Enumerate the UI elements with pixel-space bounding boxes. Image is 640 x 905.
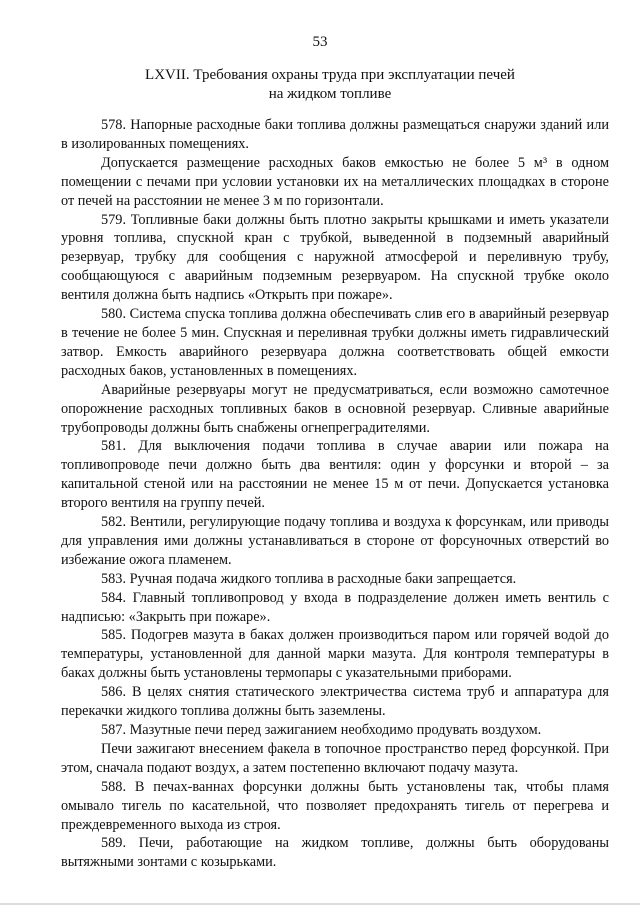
paragraph-579: 579. Топливные баки должны быть плотно закрыты крышками и иметь указатели уровня топлива, спускной кран с трубкой, выведенной в подземный аварийный резервуар, трубку для сообщения с наружной атмосферой и переливную трубу, сообщающуюся с аварийным подземным резервуаром. На спускной трубке около вентиля должна быть надпись «Открыть при пожаре».: [61, 211, 609, 304]
paragraph-580-continued: Аварийные резервуары могут не предусматриваться, если возможно самотечное опорожнение расходных топливных баков в основной резервуар. Сливные аварийные трубопроводы должны быть снабжены огнепреградителями.: [61, 381, 609, 436]
paragraph-582: 582. Вентили, регулирующие подачу топлива и воздуха к форсункам, или приводы для управления ими должны устанавливаться в стороне от форсуночных отверстий во избежание ожога пламенем.: [61, 514, 609, 568]
section-heading: [60, 66, 600, 104]
paragraph-584: 584. Главный топливопровод у входа в подразделение должен иметь вентиль с надписью: «Закрыть при пожаре».: [61, 589, 609, 625]
paragraph-578-continued: Допускается размещение расходных баков емкостью не более 5 м³ в одном помещении с печами при условии установки их на металлических площадках в стороне от печей на расстоянии не менее 3 м по горизонтали.: [61, 154, 609, 209]
paragraph-580: 580. Система спуска топлива должна обеспечивать слив его в аварийный резервуар в течение не более 5 мин. Спускная и переливная трубки должны иметь гидравлический затвор. Емкость аварийного резервуара должна соответствовать общей емкости расходных баков, установленных в помещениях.: [61, 306, 609, 379]
paragraph-583: 583. Ручная подача жидкого топлива в расходные баки запрещается.: [101, 570, 517, 587]
paragraph-587-continued: Печи зажигают внесением факела в топочное пространство перед форсункой. При этом, сначала подают воздух, а затем постепенно включают подачу мазута.: [61, 740, 609, 776]
paragraph-586: 586. В целях снятия статического электричества система труб и аппаратура для перекачки жидкого топлива должны быть заземлены.: [61, 684, 609, 720]
paragraph-578: 578. Напорные расходные баки топлива должны размещаться снаружи зданий или в изолированных помещениях.: [61, 117, 609, 152]
paragraph-587: 587. Мазутные печи перед зажиганием необходимо продувать воздухом.: [101, 722, 542, 738]
document-body: [61, 116, 609, 872]
paragraph-588: 588. В печах-ваннах форсунки должны быть установлены так, чтобы пламя омывало тигель по касательной, что позволяет предохранять тигель от перегрева и преждевременного выхода из строя.: [61, 778, 609, 833]
paragraph-581: 581. Для выключения подачи топлива в случае аварии или пожара на топливопроводе печи должно быть два вентиля: один у форсунки и второй – за капитальной стеной или на расстоянии не менее 15 м от печи. Допускается установка второго вентиля на группу печей.: [61, 438, 609, 512]
page-number: 53: [312, 34, 328, 50]
paragraph-585: 585. Подогрев мазута в баках должен производиться паром или горячей водой до температуры, установленной для данной марки мазута. Для контроля температуры в баках должны быть установлены термопары с указательными приборами.: [61, 627, 609, 682]
section-title-line-1: LXVII. Требования охраны труда при эксплуатации печей: [145, 67, 515, 83]
section-title-line-2: на жидком топливе: [268, 86, 392, 102]
paragraph-589: 589. Печи, работающие на жидком топливе, должны быть оборудованы вытяжными зонтами с козырьками.: [61, 835, 609, 871]
